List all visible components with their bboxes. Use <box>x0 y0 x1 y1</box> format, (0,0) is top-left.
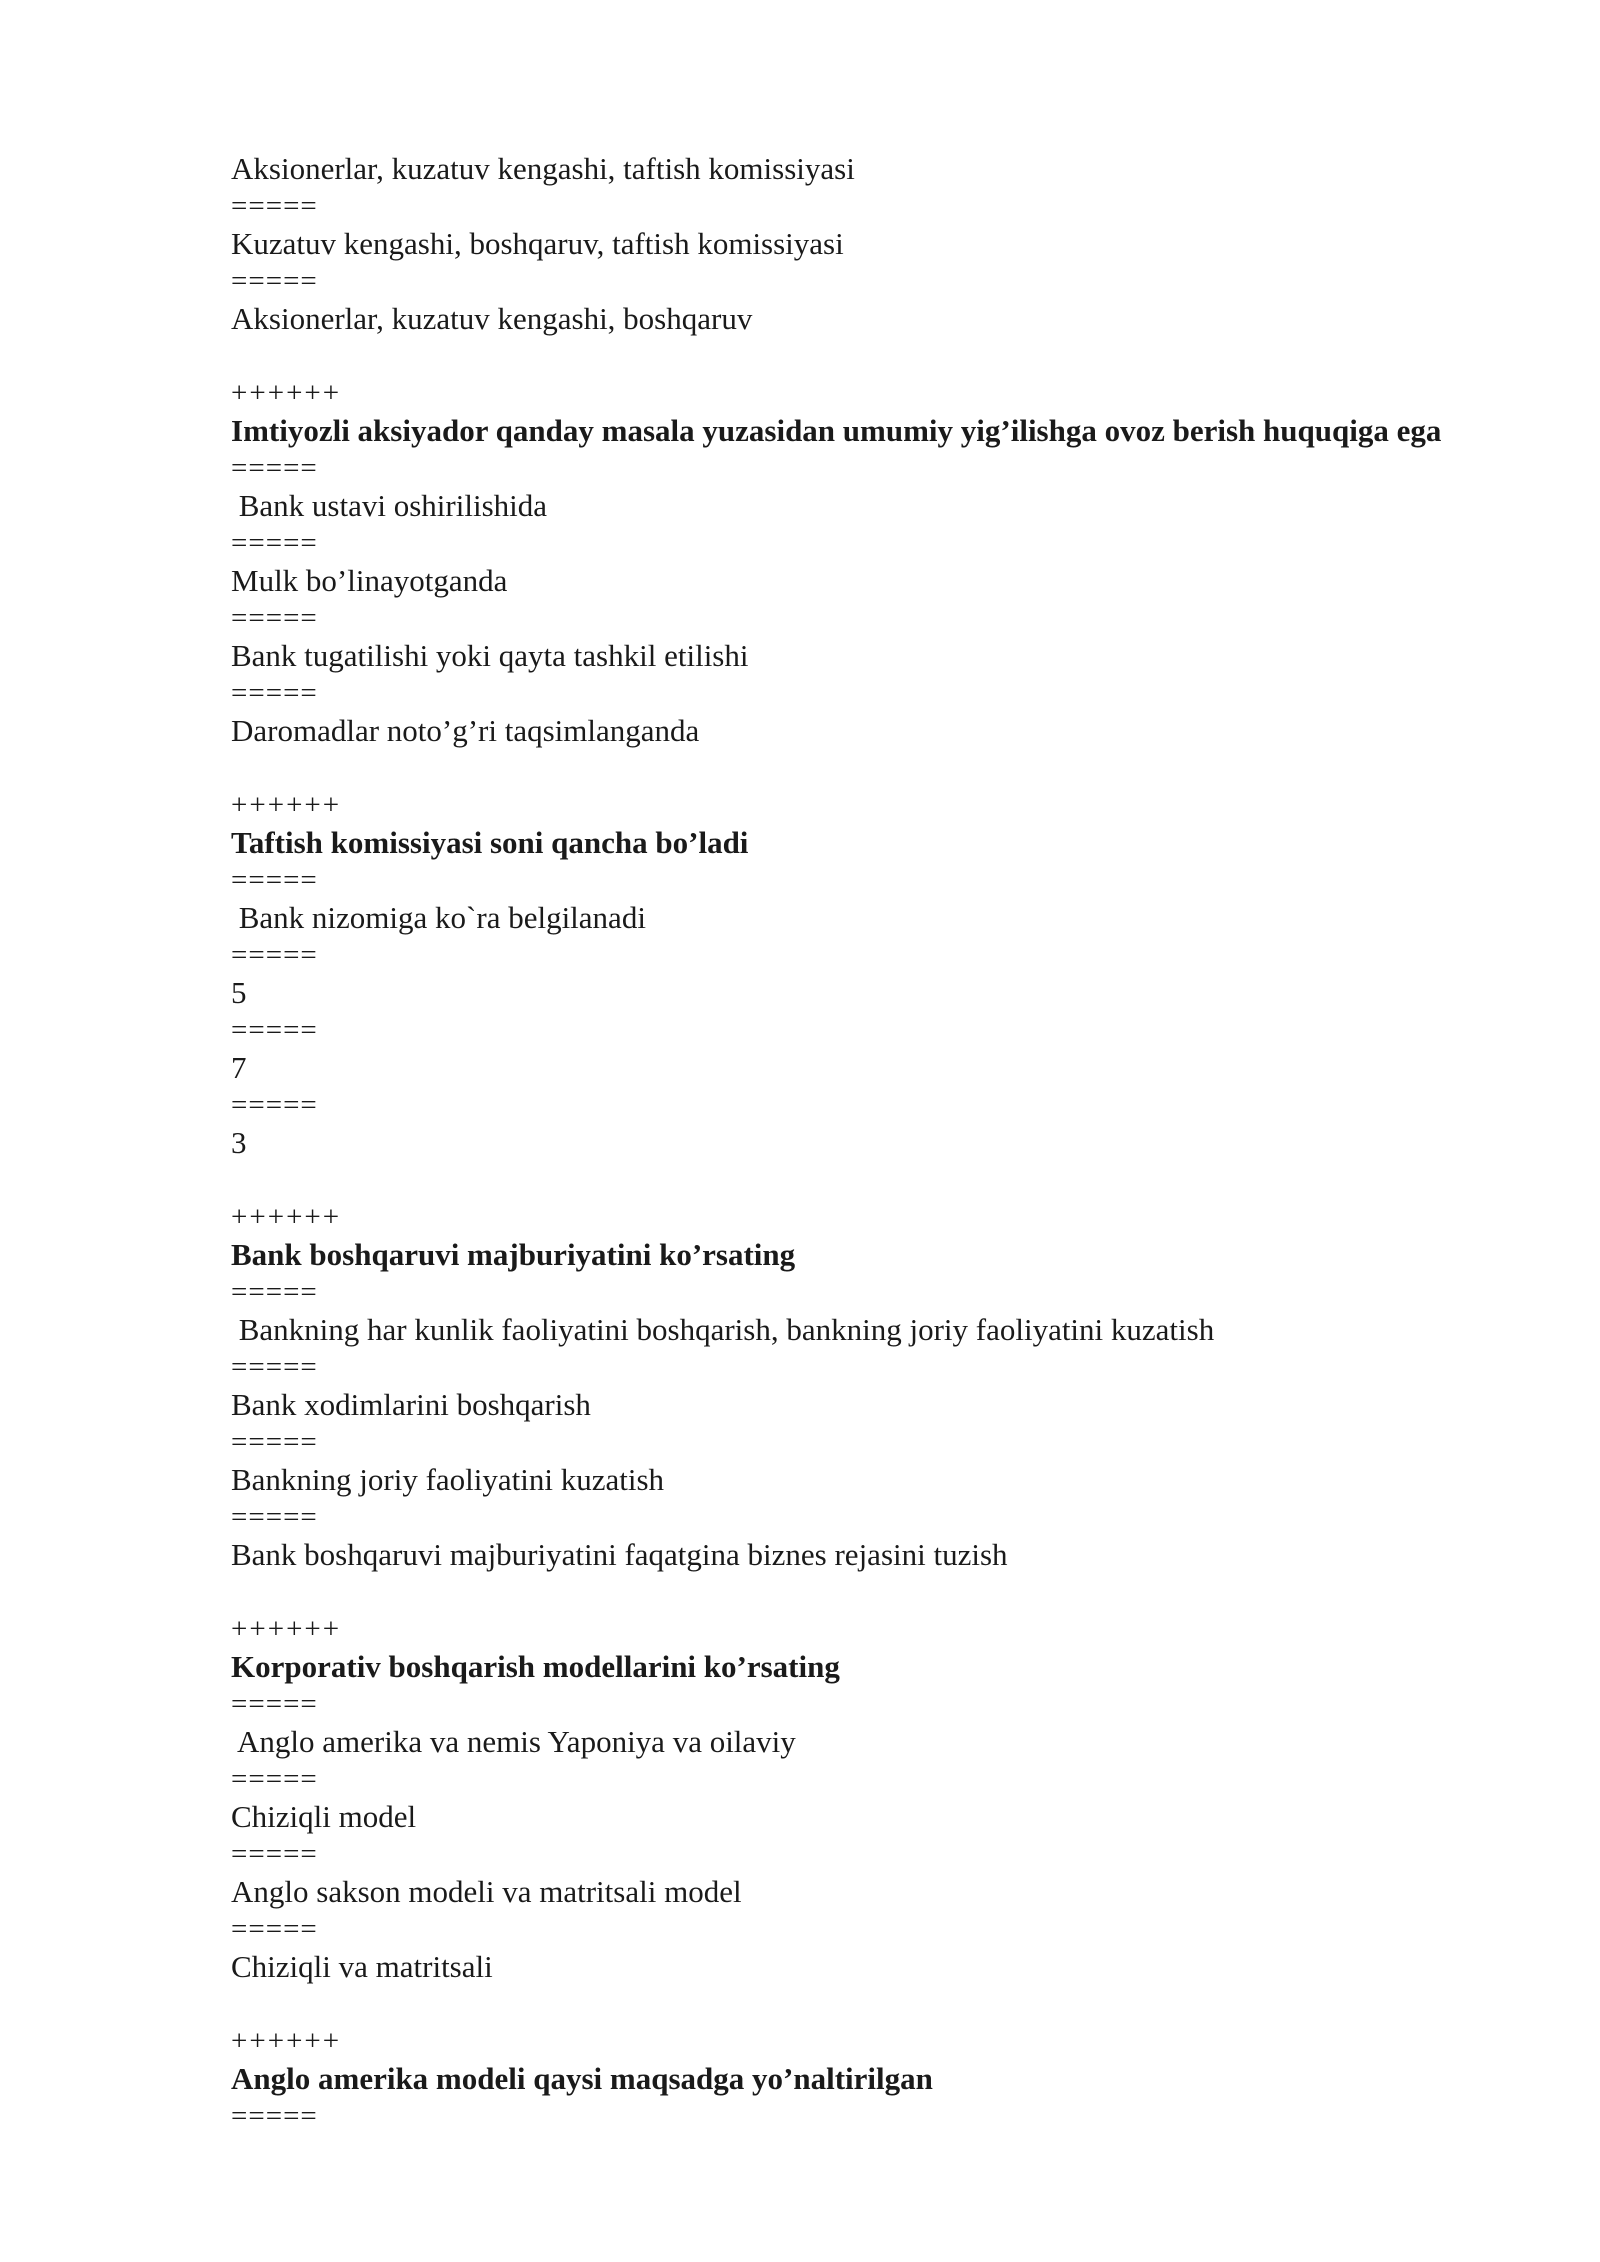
question-4-text: Korporativ boshqarish modellarini ko’rsating <box>231 1649 840 1684</box>
separator: ===== <box>231 1912 318 1945</box>
separator: ===== <box>231 1837 318 1870</box>
separator: ===== <box>231 1500 318 1533</box>
question-marker: ++++++ <box>231 1612 342 1645</box>
question-4-option-1: Anglo amerika va nemis Yaponiya va oilaviy <box>231 1724 796 1759</box>
separator: ===== <box>231 1425 318 1458</box>
blank-line <box>231 1162 1571 1199</box>
question-4-option-3: Anglo sakson modeli va matritsali model <box>231 1874 742 1909</box>
question-3-option-2: Bank xodimlarini boshqarish <box>231 1387 591 1422</box>
question-3-option-3: Bankning joriy faoliyatini kuzatish <box>231 1462 665 1497</box>
question-1-option-3: Bank tugatilishi yoki qayta tashkil etilishi <box>231 638 749 673</box>
blank-line <box>231 1574 1571 1611</box>
separator: ===== <box>231 863 318 896</box>
question-marker: ++++++ <box>231 1200 342 1233</box>
question-marker: ++++++ <box>231 376 342 409</box>
separator: ===== <box>231 1762 318 1795</box>
question-1-option-4: Daromadlar noto’g’ri taqsimlanganda <box>231 713 700 748</box>
document-page <box>231 150 1571 2135</box>
separator: ===== <box>231 1088 318 1121</box>
question-3-option-1: Bankning har kunlik faoliyatini boshqarish, bankning joriy faoliyatini kuzatish <box>231 1312 1215 1347</box>
question-2-text: Taftish komissiyasi soni qancha bo’ladi <box>231 825 749 860</box>
question-4-option-2: Chiziqli model <box>231 1799 417 1834</box>
question-1-option-2: Mulk bo’linayotganda <box>231 563 508 598</box>
question-5-text: Anglo amerika modeli qaysi maqsadga yo’naltirilgan <box>231 2061 933 2096</box>
separator: ===== <box>231 264 318 297</box>
separator: ===== <box>231 1275 318 1308</box>
question-marker: ++++++ <box>231 788 342 821</box>
question-1-text: Imtiyozli aksiyador qanday masala yuzasidan umumiy yig’ilishga ovoz berish huquqiga ega <box>231 413 1442 448</box>
separator: ===== <box>231 938 318 971</box>
question-3-text: Bank boshqaruvi majburiyatini ko’rsating <box>231 1237 796 1272</box>
intro-option-1: Aksionerlar, kuzatuv kengashi, taftish komissiyasi <box>231 151 855 186</box>
intro-option-3: Aksionerlar, kuzatuv kengashi, boshqaruv <box>231 301 753 336</box>
separator: ===== <box>231 451 318 484</box>
blank-line <box>231 750 1571 787</box>
separator: ===== <box>231 1687 318 1720</box>
separator: ===== <box>231 1350 318 1383</box>
question-2-option-4: 3 <box>231 1125 247 1160</box>
question-4-option-4: Chiziqli va matritsali <box>231 1949 493 1984</box>
intro-option-2: Kuzatuv kengashi, boshqaruv, taftish komissiyasi <box>231 226 844 261</box>
question-2-option-2: 5 <box>231 975 247 1010</box>
question-3-option-4: Bank boshqaruvi majburiyatini faqatgina biznes rejasini tuzish <box>231 1537 1008 1572</box>
separator: ===== <box>231 189 318 222</box>
blank-line <box>231 1986 1571 2023</box>
blank-line <box>231 338 1571 375</box>
separator: ===== <box>231 2099 318 2132</box>
separator: ===== <box>231 1013 318 1046</box>
separator: ===== <box>231 526 318 559</box>
question-2-option-1: Bank nizomiga ko`ra belgilanadi <box>231 900 646 935</box>
separator: ===== <box>231 601 318 634</box>
separator: ===== <box>231 676 318 709</box>
question-2-option-3: 7 <box>231 1050 247 1085</box>
question-1-option-1: Bank ustavi oshirilishida <box>231 488 548 523</box>
question-marker: ++++++ <box>231 2024 342 2057</box>
